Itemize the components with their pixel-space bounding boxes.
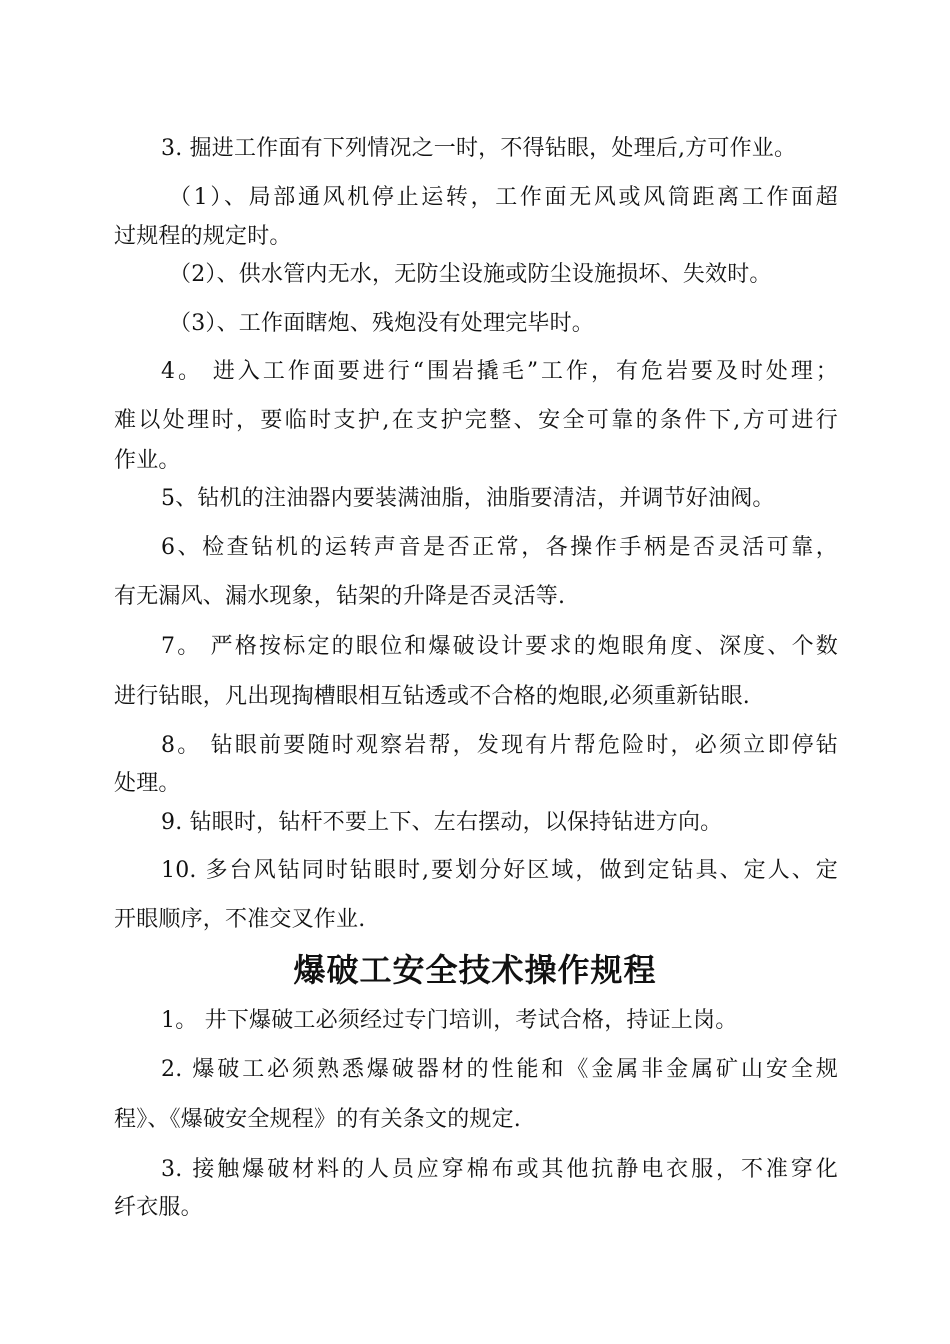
section-item-3-line-1: 3. 接触爆破材料的人员应穿棉布或其他抗静电衣服，不准穿化 xyxy=(161,1157,838,1182)
paragraph-4-line-2: 难以处理时，要临时支护,在支护完整、安全可靠的条件下,方可进行 xyxy=(114,408,838,433)
item-3-line-1: （3）、工作面瞎炮、残炮没有处理完毕时。 xyxy=(169,311,594,336)
section-item-2-line-2: 程》、《爆破安全规程》的有关条文的规定. xyxy=(114,1107,521,1132)
paragraph-10-line-2: 开眼顺序，不准交叉作业. xyxy=(114,907,366,932)
section-item-2-line-1: 2. 爆破工必须熟悉爆破器材的性能和《金属非金属矿山安全规 xyxy=(161,1057,838,1082)
item-1-line-1: （1）、局部通风机停止运转，工作面无风或风筒距离工作面超 xyxy=(169,185,838,210)
item-1-line-2: 过规程的规定时。 xyxy=(114,224,292,249)
paragraph-10-line-1: 10. 多台风钻同时钻眼时,要划分好区域，做到定钻具、定人、定 xyxy=(161,858,838,883)
paragraph-6-line-1: 6、检查钻机的运转声音是否正常，各操作手柄是否灵活可靠， xyxy=(161,535,838,560)
paragraph-4-line-3: 作业。 xyxy=(114,448,181,473)
paragraph-4-line-1: 4。 进入工作面要进行“围岩撬毛”工作，有危岩要及时处理； xyxy=(161,359,838,384)
section-heading: 爆破工安全技术操作规程 xyxy=(293,951,657,989)
section-item-3-line-2: 纤衣服。 xyxy=(114,1195,203,1220)
paragraph-8-line-2: 处理。 xyxy=(114,771,181,796)
paragraph-3-line-1: 3. 掘进工作面有下列情况之一时，不得钻眼，处理后,方可作业。 xyxy=(161,136,797,161)
paragraph-5-line-1: 5、钻机的注油器内要装满油脂，油脂要清洁，并调节好油阀。 xyxy=(161,486,775,511)
paragraph-6-line-2: 有无漏风、漏水现象，钻架的升降是否灵活等. xyxy=(114,584,566,609)
item-2-line-1: （2）、供水管内无水，无防尘设施或防尘设施损坏、失效时。 xyxy=(169,262,772,287)
section-item-1-line-1: 1。 井下爆破工必须经过专门培训，考试合格，持证上岗。 xyxy=(161,1008,738,1033)
paragraph-8-line-1: 8。 钻眼前要随时观察岩帮，发现有片帮危险时，必须立即停钻 xyxy=(161,733,838,758)
paragraph-9-line-1: 9. 钻眼时，钻杆不要上下、左右摆动，以保持钻进方向。 xyxy=(161,810,723,835)
paragraph-7-line-2: 进行钻眼，凡出现掏槽眼相互钻透或不合格的炮眼,必须重新钻眼. xyxy=(114,684,750,709)
paragraph-7-line-1: 7。 严格按标定的眼位和爆破设计要求的炮眼角度、深度、个数 xyxy=(161,634,838,659)
